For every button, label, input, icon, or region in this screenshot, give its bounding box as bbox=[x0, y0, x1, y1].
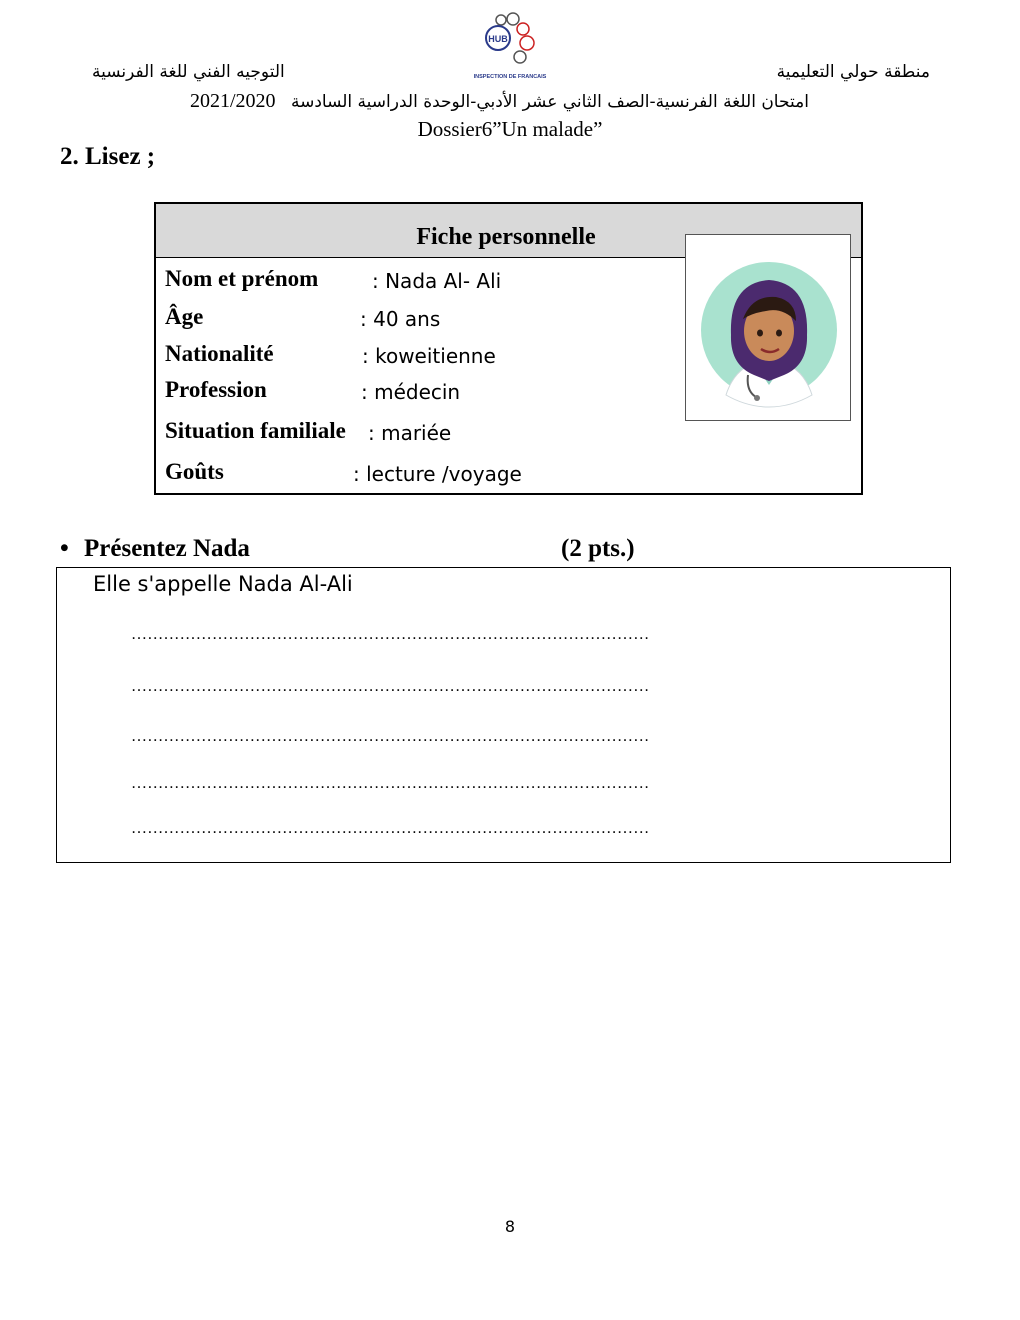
answer-box[interactable] bbox=[56, 567, 951, 863]
task-instruction bbox=[60, 535, 250, 563]
logo-icon bbox=[468, 12, 552, 82]
fiche-label-nationalite: Nationalité bbox=[165, 341, 274, 366]
fiche-label-nom: Nom et prénom bbox=[165, 266, 319, 291]
answer-line-3[interactable]: …………………………………………………………………………………… bbox=[131, 728, 650, 745]
logo-caption: INSPECTION DE FRANCAIS bbox=[473, 74, 547, 80]
fiche-personnelle bbox=[154, 202, 863, 495]
task-label: Présentez Nada bbox=[84, 535, 250, 562]
fiche-value-nationalite: : koweitienne bbox=[362, 344, 496, 368]
fiche-label-gouts: Goûts bbox=[165, 459, 224, 484]
fiche-row-nom bbox=[165, 266, 318, 292]
header-district: منطقة حولي التعليمية bbox=[776, 62, 930, 82]
fiche-label-situation: Situation familiale bbox=[165, 418, 346, 443]
fiche-label-profession: Profession bbox=[165, 377, 267, 402]
page-number: 8 bbox=[504, 1217, 516, 1236]
fiche-row-gouts bbox=[165, 459, 224, 485]
fiche-value-nom: : Nada Al- Ali bbox=[372, 269, 502, 293]
fiche-value-age: : 40 ans bbox=[360, 307, 441, 331]
header-year: 2021/2020 bbox=[190, 90, 276, 112]
header-dossier: Dossier6”Un malade” bbox=[417, 117, 603, 141]
bullet: • bbox=[60, 535, 69, 562]
doctor-avatar-icon bbox=[686, 235, 849, 419]
fiche-value-profession: : médecin bbox=[361, 380, 461, 404]
answer-line-4[interactable]: …………………………………………………………………………………… bbox=[131, 775, 650, 792]
header-exam-line bbox=[190, 90, 809, 113]
fiche-value-gouts: : lecture /voyage bbox=[353, 462, 522, 486]
header-department: التوجيه الفني للغة الفرنسية bbox=[92, 62, 285, 82]
answer-line-2[interactable]: …………………………………………………………………………………… bbox=[131, 678, 650, 695]
answer-line-1[interactable]: …………………………………………………………………………………… bbox=[131, 626, 650, 643]
answer-line-5[interactable]: …………………………………………………………………………………… bbox=[131, 820, 650, 837]
fiche-row-age bbox=[165, 304, 203, 330]
logo bbox=[468, 12, 552, 82]
task-points: (2 pts.) bbox=[561, 535, 635, 562]
doctor-portrait bbox=[685, 234, 851, 421]
fiche-title: Fiche personnelle bbox=[416, 224, 596, 250]
fiche-row-nationalite bbox=[165, 341, 274, 367]
header-exam-title: امتحان اللغة الفرنسية-الصف الثاني عشر الأدبي-الوحدة الدراسية السادسة bbox=[290, 92, 809, 112]
fiche-row-profession bbox=[165, 377, 267, 403]
section-title: 2. Lisez ; bbox=[60, 143, 156, 170]
fiche-value-situation: : mariée bbox=[368, 421, 452, 445]
logo-text: HUB bbox=[488, 34, 508, 44]
fiche-row-situation bbox=[165, 418, 346, 444]
fiche-label-age: Âge bbox=[165, 304, 204, 329]
answer-start-text: Elle s'appelle Nada Al-Ali bbox=[93, 572, 353, 596]
